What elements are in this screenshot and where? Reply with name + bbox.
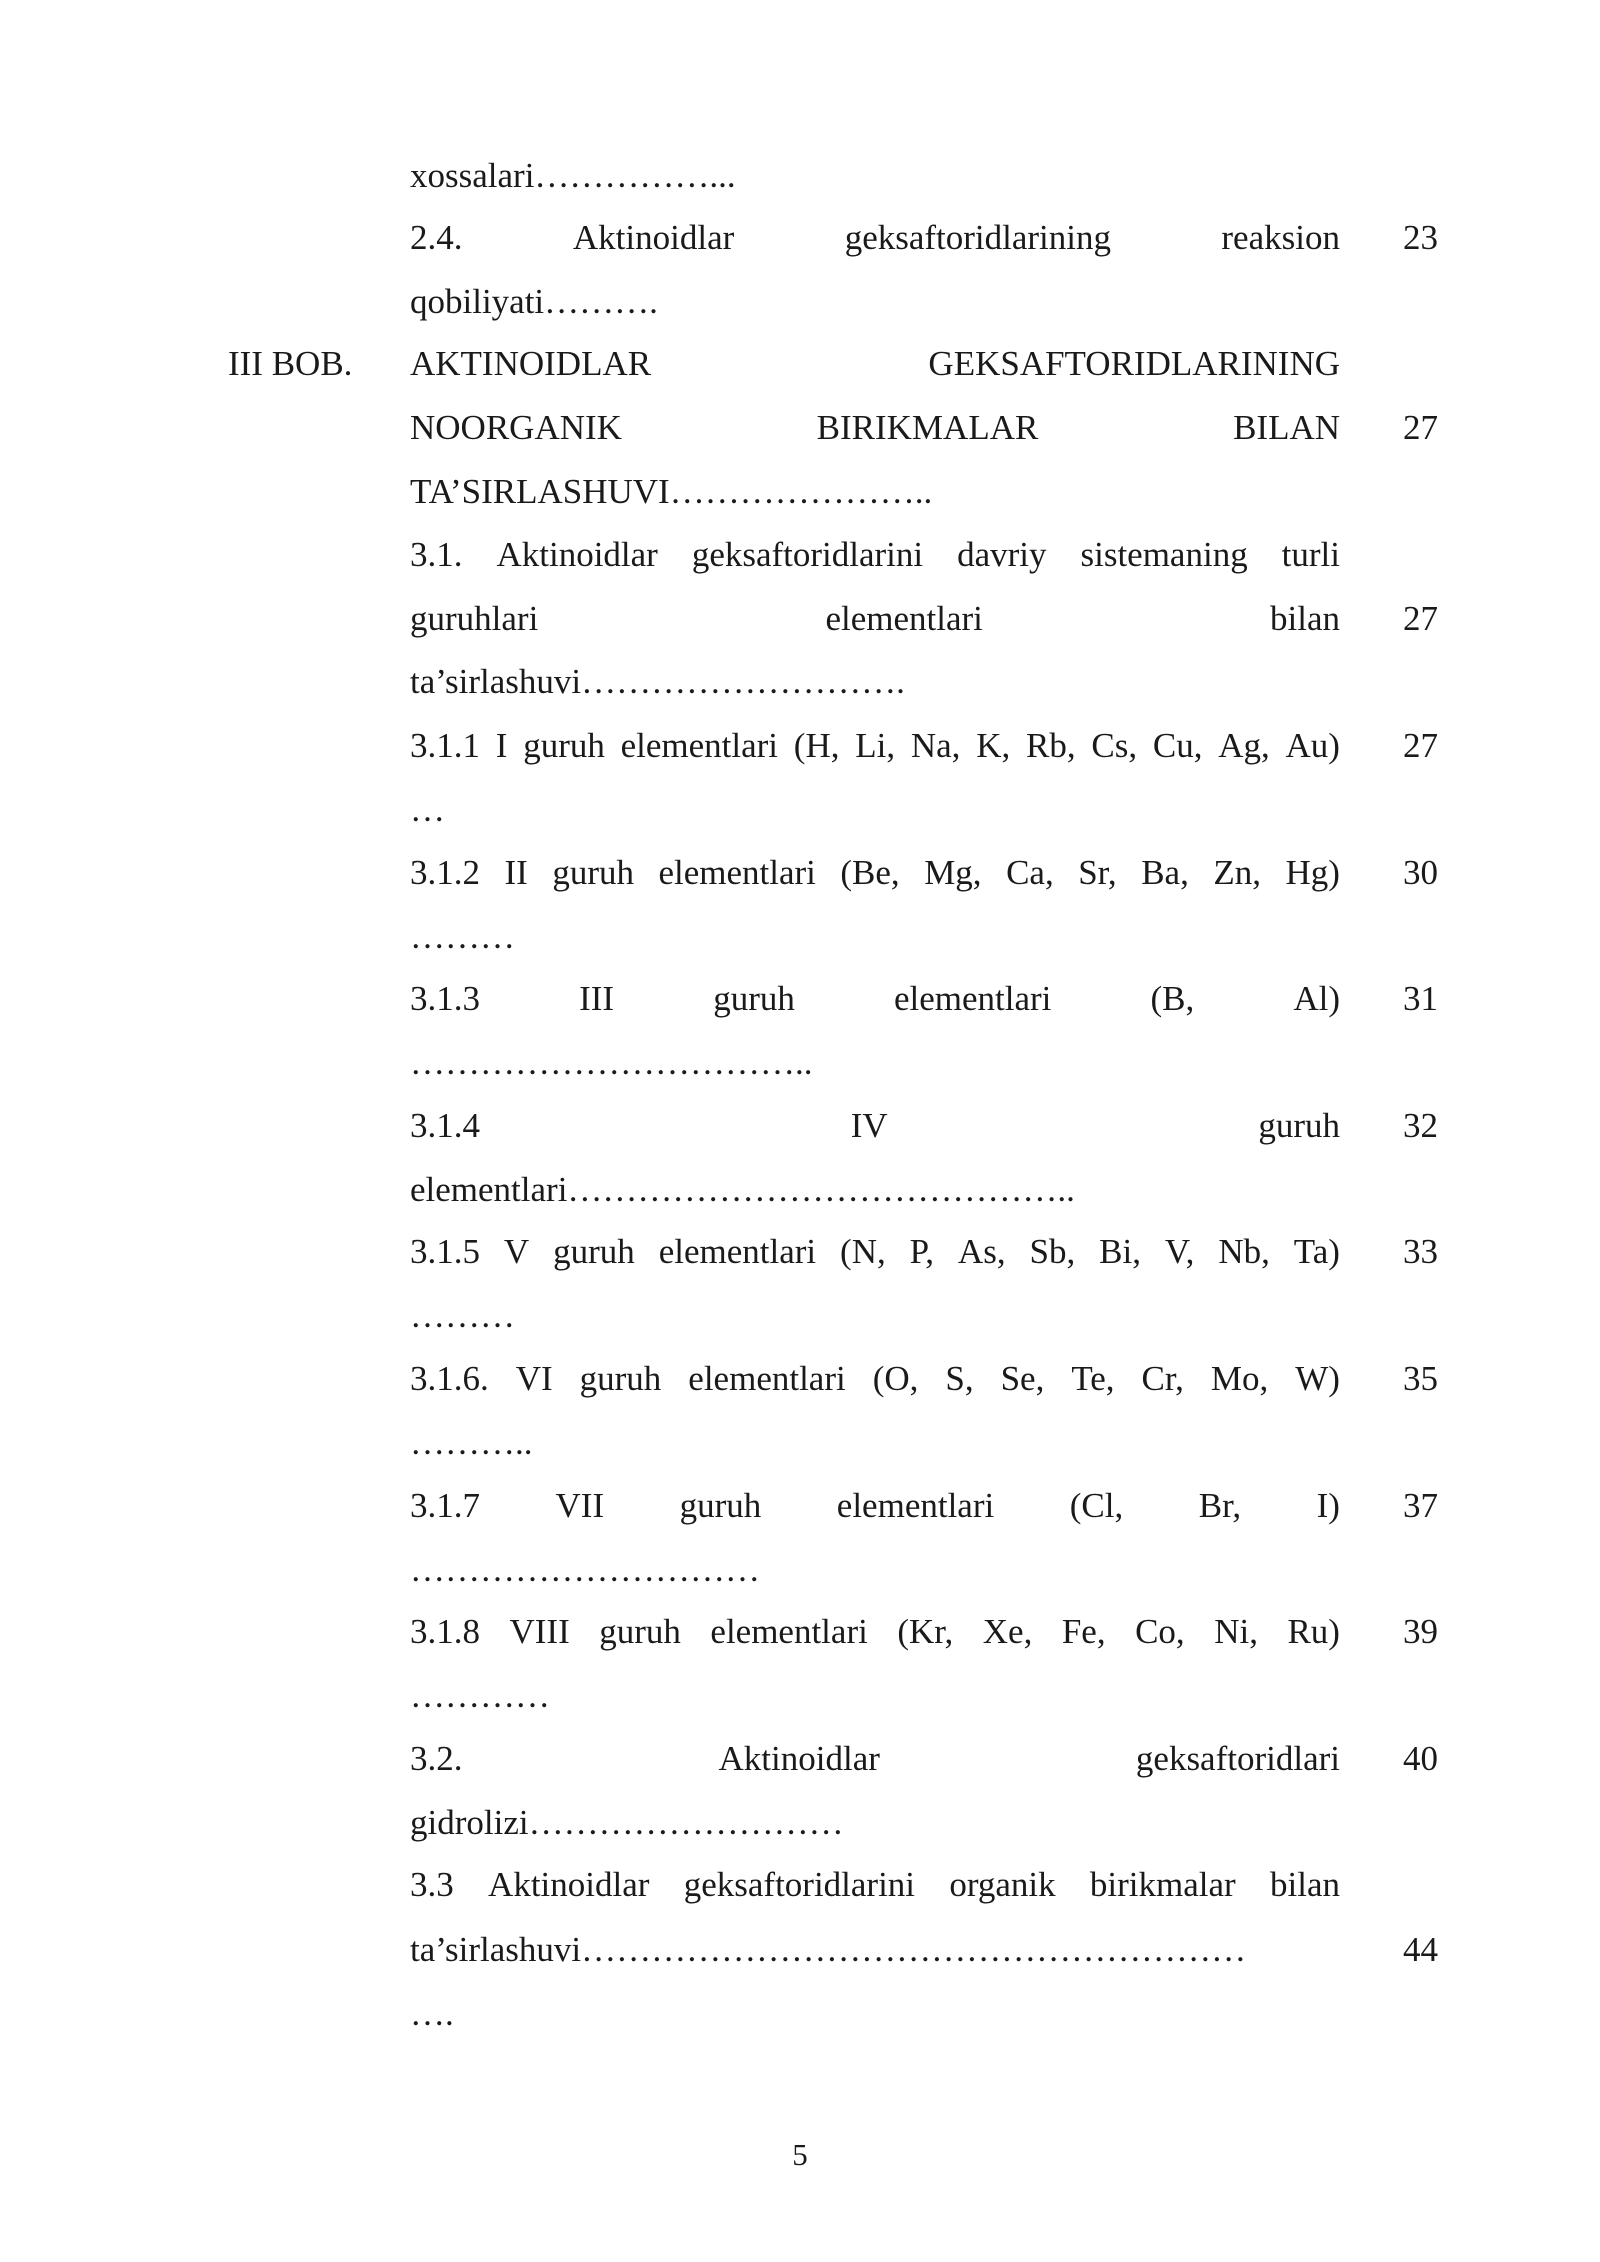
toc-word: Au) (1285, 726, 1340, 765)
toc-word: Cs, (1091, 726, 1138, 765)
toc-entry-e313-cont: …………………………….. (410, 1043, 813, 1082)
toc-word: geksaftoridlarini (683, 1865, 916, 1904)
toc-word: III (579, 979, 615, 1018)
toc-entry-e317-cont: ………………………… (410, 1550, 760, 1589)
toc-page-number: 40 (1403, 1739, 1438, 1778)
toc-word: elementlari (688, 1359, 846, 1398)
toc-page-number: 35 (1403, 1359, 1438, 1398)
toc-word: 3.1.6. (410, 1359, 489, 1398)
toc-word: Bi, (1099, 1232, 1141, 1271)
toc-word: K, (976, 726, 1011, 765)
toc-word: elementlari (658, 853, 816, 892)
toc-word: Nb, (1218, 1232, 1270, 1271)
toc-page-number: 30 (1403, 853, 1438, 892)
toc-word: 3.3 (410, 1865, 454, 1904)
toc-entry-e32-cont: gidrolizi……………………… (410, 1803, 844, 1842)
toc-page-number: 37 (1403, 1486, 1438, 1525)
toc-word: Li, (855, 726, 896, 765)
chapter-title-line3: TA’SIRLASHUVI………………….. (410, 472, 933, 511)
toc-entry-e315-cont: ……… (410, 1296, 515, 1335)
toc-word: guruh (713, 979, 795, 1018)
toc-word: BIRIKMALAR (816, 408, 1039, 447)
toc-word: Al) (1293, 979, 1340, 1018)
toc-word: 3.1.3 (410, 979, 480, 1018)
toc-word: IV (850, 1106, 888, 1145)
toc-word: bilan (1270, 1865, 1340, 1904)
toc-word: AKTINOIDLAR (410, 344, 652, 383)
toc-word: birikmalar (1089, 1865, 1236, 1904)
toc-word: Hg) (1285, 853, 1340, 892)
toc-word: turli (1281, 535, 1340, 574)
toc-word: W) (1295, 1359, 1340, 1398)
toc-word: GEKSAFTORIDLARINING (928, 344, 1340, 383)
toc-word: Mg, (924, 853, 982, 892)
toc-word: Xe, (982, 1612, 1033, 1651)
toc-word: davriy (957, 535, 1047, 574)
chapter-title-line2 (410, 406, 1340, 450)
toc-page-number: 33 (1403, 1232, 1438, 1271)
toc-entry-e312-cont: ……… (410, 917, 515, 956)
toc-word: elementlari (658, 1232, 817, 1271)
toc-word: (N, (840, 1232, 886, 1271)
toc-entry-2-4 (410, 216, 1340, 260)
toc-word: Cr, (1141, 1359, 1184, 1398)
toc-word: Cu, (1152, 726, 1203, 765)
toc-word: Ni, (1214, 1612, 1258, 1651)
toc-entry-e316 (410, 1357, 1340, 1401)
toc-word: guruh (579, 1359, 662, 1398)
toc-word: geksaftoridlarini (691, 535, 924, 574)
toc-word: 3.1.2 (410, 853, 480, 892)
chapter-title-line1 (410, 342, 1340, 386)
toc-word: 3.1.5 (410, 1232, 480, 1271)
toc-page-number: 39 (1403, 1612, 1438, 1651)
toc-word: S, (945, 1359, 974, 1398)
toc-entry-e33 (410, 1863, 1340, 1907)
toc-word: guruh (553, 1232, 635, 1271)
toc-word: elementlari (620, 726, 779, 765)
toc-word: VII (555, 1486, 605, 1525)
toc-entry-3-1-line3: ta’sirlashuvi………………………. (410, 662, 905, 701)
toc-word: bilan (1270, 599, 1340, 638)
toc-entry-e33-cont: ta’sirlashuvi………………………………………………… (410, 1930, 1247, 1969)
toc-entry-e318 (410, 1610, 1340, 1654)
toc-word: VI (515, 1359, 553, 1398)
toc-word: Br, (1198, 1486, 1242, 1525)
toc-line-xossalari: xossalari……………... (410, 156, 736, 195)
toc-word: sistemaning (1080, 535, 1248, 574)
toc-entry-e318-cont: ………… (410, 1676, 550, 1715)
toc-word: elementlari (710, 1612, 868, 1651)
toc-word: Sb, (1029, 1232, 1076, 1271)
toc-word: Se, (1000, 1359, 1045, 1398)
toc-word: (Kr, (897, 1612, 954, 1651)
toc-entry-e317 (410, 1484, 1340, 1528)
toc-page-number: 44 (1403, 1930, 1438, 1969)
toc-word: geksaftoridlari (1135, 1739, 1340, 1778)
toc-word: 3.1.4 (410, 1106, 480, 1145)
toc-word: (O, (872, 1359, 919, 1398)
toc-word: Aktinoidlar (718, 1739, 880, 1778)
toc-word: guruh (599, 1612, 681, 1651)
toc-word: Mo, (1210, 1359, 1269, 1398)
toc-word: V (503, 1232, 530, 1271)
toc-page-number: 27 (1403, 408, 1438, 447)
toc-word: 3.1.8 (410, 1612, 480, 1651)
toc-entry-e316-cont: ……….. (410, 1423, 533, 1462)
toc-page-number: 32 (1403, 1106, 1438, 1145)
toc-word: organik (949, 1865, 1056, 1904)
toc-word: VIII (509, 1612, 570, 1651)
toc-word: (H, (793, 726, 840, 765)
toc-entry-e311-cont: … (410, 790, 445, 829)
toc-word: Na, (910, 726, 961, 765)
toc-word: Ru) (1287, 1612, 1340, 1651)
toc-page-number: 31 (1403, 979, 1438, 1018)
toc-entry-e314 (410, 1104, 1340, 1148)
toc-word: BILAN (1233, 408, 1340, 447)
toc-word: Zn, (1213, 853, 1261, 892)
toc-word: As, (957, 1232, 1006, 1271)
toc-word: I) (1316, 1486, 1340, 1525)
toc-entry-e312 (410, 851, 1340, 895)
toc-word: V, (1164, 1232, 1195, 1271)
toc-entry-e314-cont: elementlari…………………………………….. (410, 1170, 1075, 1209)
toc-word: Fe, (1061, 1612, 1106, 1651)
toc-word: elementlari (836, 1486, 995, 1525)
toc-word: NOORGANIK (410, 408, 622, 447)
page-number: 5 (792, 2137, 808, 2172)
toc-entry-e311 (410, 724, 1340, 768)
toc-entry-e32 (410, 1737, 1340, 1781)
toc-word: Ta) (1293, 1232, 1340, 1271)
toc-word: geksaftoridlarining (844, 218, 1111, 257)
toc-word: (Be, (840, 853, 900, 892)
toc-word: 2.4. (410, 218, 463, 257)
toc-word: 3.1.7 (410, 1486, 480, 1525)
toc-word: 3.2. (410, 1739, 463, 1778)
toc-entry-e315 (410, 1230, 1340, 1274)
toc-word: Sr, (1078, 853, 1117, 892)
toc-word: Ba, (1141, 853, 1189, 892)
toc-entry-e313 (410, 977, 1340, 1021)
toc-word: elementlari (825, 599, 983, 638)
toc-entry-e33-cont2: …. (410, 1994, 454, 2033)
toc-word: II (504, 853, 528, 892)
toc-entry-3-1 (410, 533, 1340, 577)
toc-word: Aktinoidlar (572, 218, 735, 257)
toc-word: Ag, (1218, 726, 1270, 765)
toc-word: guruh (523, 726, 605, 765)
toc-page-number: 27 (1403, 726, 1438, 765)
toc-word: guruhlari (410, 599, 539, 638)
toc-word: 3.1. (410, 535, 463, 574)
toc-word: Aktinoidlar (496, 535, 658, 574)
toc-word: Ca, (1006, 853, 1054, 892)
toc-word: elementlari (893, 979, 1052, 1018)
toc-word: (B, (1150, 979, 1195, 1018)
toc-page-number: 27 (1403, 599, 1438, 638)
toc-word: reaksion (1221, 218, 1340, 257)
toc-word: guruh (552, 853, 634, 892)
toc-word: I (495, 726, 508, 765)
toc-word: (Cl, (1069, 1486, 1124, 1525)
toc-word: Co, (1135, 1612, 1185, 1651)
toc-word: guruh (679, 1486, 762, 1525)
toc-word: Te, (1071, 1359, 1115, 1398)
toc-word: P, (909, 1232, 934, 1271)
toc-word: guruh (1258, 1106, 1340, 1145)
toc-page-number: 23 (1403, 218, 1438, 257)
chapter-label: III BOB. (228, 344, 353, 383)
toc-word: Rb, (1026, 726, 1076, 765)
toc-entry-3-1-line2 (410, 597, 1340, 641)
toc-entry-2-4-cont: qobiliyati………. (410, 282, 658, 321)
toc-word: 3.1.1 (410, 726, 480, 765)
toc-word: Aktinoidlar (488, 1865, 650, 1904)
